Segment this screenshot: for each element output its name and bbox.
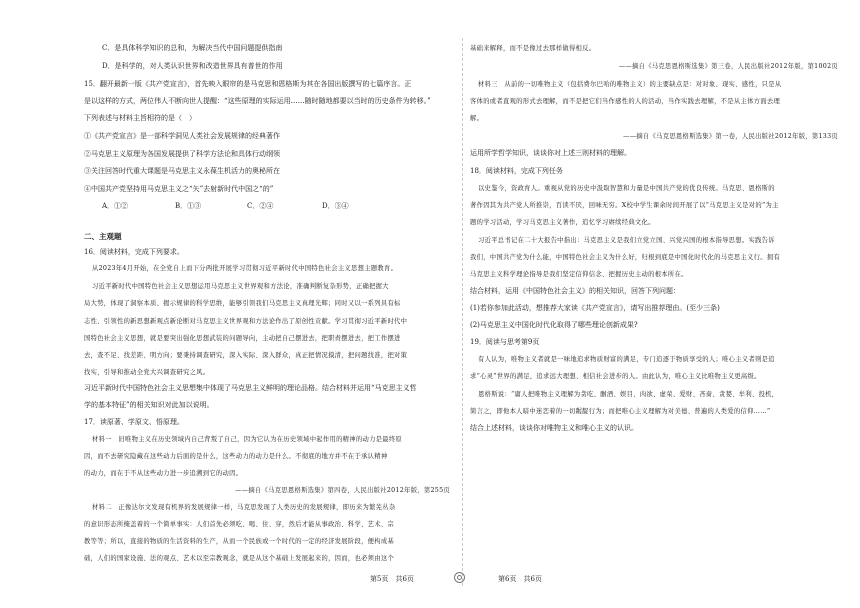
q18-paragraph-1-line1: 以史鉴今，资政育人。重视从党的历史中汲取智慧和力量是中国共产党的优良传统。马克思、恩格斯的 (478, 185, 775, 192)
q19-paragraph-1-line1: 有人认为，唯物主义者就是一味地追求物质财富的满足，专门追逐于物质享受的人；唯心主义者则是追 (478, 356, 775, 363)
q16-paragraph-2-line6: 找实，引导和推动全党大兴调查研究之风。 (84, 369, 210, 376)
left-page-number: 第5页 共6页 (370, 575, 414, 583)
q18-subquestion-1: (1)若你参加此活动，想推荐大家读《共产党宣言》，请写出推荐理由。(至少三条) (470, 304, 720, 312)
q15-statement-3: ③关注回答时代重大课题是马克思主义永葆生机活力的奥秘所在 (84, 167, 280, 175)
q17-material1-line2: 因，而不去研究隐藏在这些动力后面的是什么，这些动力的动力是什么。不彻底的地方并不在于承认精神 (84, 453, 388, 460)
q16-question-line1: 习近平新时代中国特色社会主义思想集中体现了马克思主义鲜明的理论品格。结合材料并运用“马克思主义哲 (84, 384, 417, 392)
q18-paragraph-1-line3: 题的学习活动，学习马克思主义著作，追忆学习赓续经典文化。 (470, 219, 655, 226)
q17-material1-source: ——摘自《马克思恩格斯选集》第四卷，人民出版社2012年版，第255页 (235, 487, 450, 494)
q17-material2-line5: 基础来解释，而不是像过去那样做得相反。 (470, 45, 596, 52)
q17-material3-line2: 客体的或者直观的形式去理解，而不是把它们当作感性的人的活动，当作实践去理解，不是从主体方面去理 (470, 98, 781, 105)
q18-task: 结合材料，运用《中国特色社会主义》的相关知识，回答下列问题： (470, 287, 680, 295)
q19-paragraph-1-line2: 求“心灵”世界的满足，追求远大理想、相信社会进步的人。由此认为，唯心主义比唯物主义更高级。 (470, 373, 761, 380)
q17-material3-source: ——摘自《马克思恩格斯选集》第一卷，人民出版社2012年版，第133页 (623, 133, 838, 140)
q17-material1-line1: 材料一 旧唯物主义在历史领域内自己背叛了自己，因为它认为在历史领域中起作用的精神的动力是最终原 (92, 436, 403, 443)
q16-paragraph-1: 从2023年4月开始，在全党自上而下分两批开展学习贯彻习近平新时代中国特色社会主义思想主题教育。 (92, 265, 398, 272)
q17-material2-line4: 础，人们的国家设施、法的观点、艺术以至宗教观念，就是从这个基础上发展起来的，因而，也必须由这个 (84, 555, 395, 562)
q17-material2-line2: 的意识形态所掩盖着的一个简单事实：人们首先必须吃、喝、住、穿，然后才能从事政治、科学、艺术、宗 (84, 521, 395, 528)
q18-subquestion-2: (2)马克思主义中国化时代化取得了哪些理论创新成果? (470, 321, 638, 329)
q19-paragraph-2-line2: 简言之，即他本人暗中迷恋着的一切龌龊行为；而把唯心主义理解为对美德、普遍的人类爱的信仰……” (470, 408, 771, 415)
binding-hole-icon (454, 572, 465, 583)
choice-a: A．①② (102, 202, 129, 210)
q16-title: 16．阅读材料，完成下列要求。 (84, 248, 184, 256)
choice-c: C．②④ (247, 202, 274, 210)
q16-paragraph-2-line1: 习近平新时代中国特色社会主义思想运用马克思主义世界观和方法论，准确判断复杂形势，正确把握大 (92, 283, 389, 290)
right-page-number: 第6页 共6页 (498, 575, 542, 583)
q19-paragraph-2-line1: 恩格斯说：“庸人把唯物主义理解为贪吃、酗酒、娱目、肉欲、虚荣、爱财、吝啬、贪婪、牟利、投机， (478, 391, 779, 398)
q15-statement-2: ②马克思主义原理为各国发展提供了科学方法论和具体行动纲领 (84, 150, 280, 158)
q16-paragraph-2-line5: 去，查不足、找差距、明方向；要秉持调查研究，深入实际、深入群众，真正把情况摸清，把问题找准，把对策 (84, 352, 408, 359)
q18-title: 18．阅读材料，完成下列任务 (470, 167, 563, 175)
q17-material3-line1: 材料三 从前的一切唯物主义（包括费尔巴哈的唯物主义）的主要缺点是：对对象、现实、感性，只是从 (478, 81, 782, 88)
q14-option-d: D．是科学的，对人类认识世界和改造世界具有普世的作用 (102, 62, 283, 70)
q18-paragraph-1-line2: 著作因其为共产党人所推崇，百读不厌，回味无穷。X校中学生课余时间开展了以“马克思主义是对的”为主 (470, 202, 779, 209)
q15-stem-line2: 是以这样的方式，两位伟人不断向世人提醒：“这些原理的实际运用……随时随地都要以当时的历史条件为转移。” (84, 97, 431, 105)
choice-b: B．①③ (175, 202, 202, 210)
q17-material2-line3: 教等等；所以，直接的物质的生活资料的生产，从而一个民族或一个时代的一定的经济发展阶段，便构成基 (84, 538, 395, 545)
section-heading: 二、主观题 (84, 232, 122, 241)
q17-material2-source: ——摘自《马克思恩格斯选集》第三卷，人民出版社2012年版，第1002页 (618, 63, 838, 70)
q19-question: 结合上述材料，谈谈你对唯物主义和唯心主义的认识。 (470, 424, 638, 432)
q16-question-line2: 学的基本特征”的相关知识对此加以说明。 (84, 401, 214, 409)
q17-question: 运用所学哲学知识，谈谈你对上述三则材料的理解。 (470, 149, 631, 157)
q15-statement-1: ①《共产党宣言》是一部科学洞见人类社会发展规律的经典著作 (84, 132, 280, 140)
q17-material3-line3: 解。 (470, 115, 484, 122)
q16-paragraph-2-line2: 局大势，体现了洞察本质、揭示规律的科学思维，能够引领我们马克思主义真理光辉；同时又以一系列具有标 (84, 300, 401, 307)
q15-statement-4: ④中国共产党坚持用马克思主义之“矢”去射新时代中国之“的” (84, 185, 274, 193)
q19-title: 19．阅读与思考第9页 (470, 338, 540, 346)
q18-paragraph-2-line3: 马克思主义科学理论指导是我们坚定信仰信念、把握历史主动的根本所在。 (470, 271, 688, 278)
q17-material2-line1: 材料二 正像达尔文发现有机界的发展规律一样，马克思发现了人类历史的发展规律，即历来为繁芜丛杂 (92, 504, 396, 511)
q15-stem-line1: 15．翻开最新一版《共产党宣言》，首先映入眼帘的是马克思和恩格斯为其在各国出版撰写的七篇序言。正 (84, 80, 412, 88)
q16-paragraph-2-line3: 志性、引领性的新思想新观点新论断对马克思主义世界观和方法论作出了原创性贡献。学习贯彻习近平新时代中 (84, 318, 408, 325)
q16-paragraph-2-line4: 国特色社会主义思想，就是要突出强化思想武装的问题导向，主动把自己摆进去，把职责摆进去，把工作摆进 (84, 335, 401, 342)
q15-stem-line3: 下列表述与材料主旨相符的是（ ） (84, 114, 196, 122)
q17-material1-line3: 的动力，而在于不从这些动力进一步追溯到它的动因。 (84, 470, 243, 477)
q14-option-c: C．是具体科学知识的总和，为解决当代中国问题提供指南 (102, 44, 283, 52)
q18-paragraph-2-line2: 我们，中国共产党为什么能，中国特色社会主义为什么好，归根到底是中国化时代化的马克思主义行。拥有 (470, 254, 781, 261)
page-divider (462, 38, 463, 586)
choice-d: D．③④ (322, 202, 349, 210)
q17-title: 17．读原著、学原文、悟原理。 (84, 418, 184, 426)
q18-paragraph-2-line1: 习近平总书记在二十大报告中指出：马克思主义是我们立党立国、兴党兴国的根本指导思想。实践告诉 (478, 237, 775, 244)
